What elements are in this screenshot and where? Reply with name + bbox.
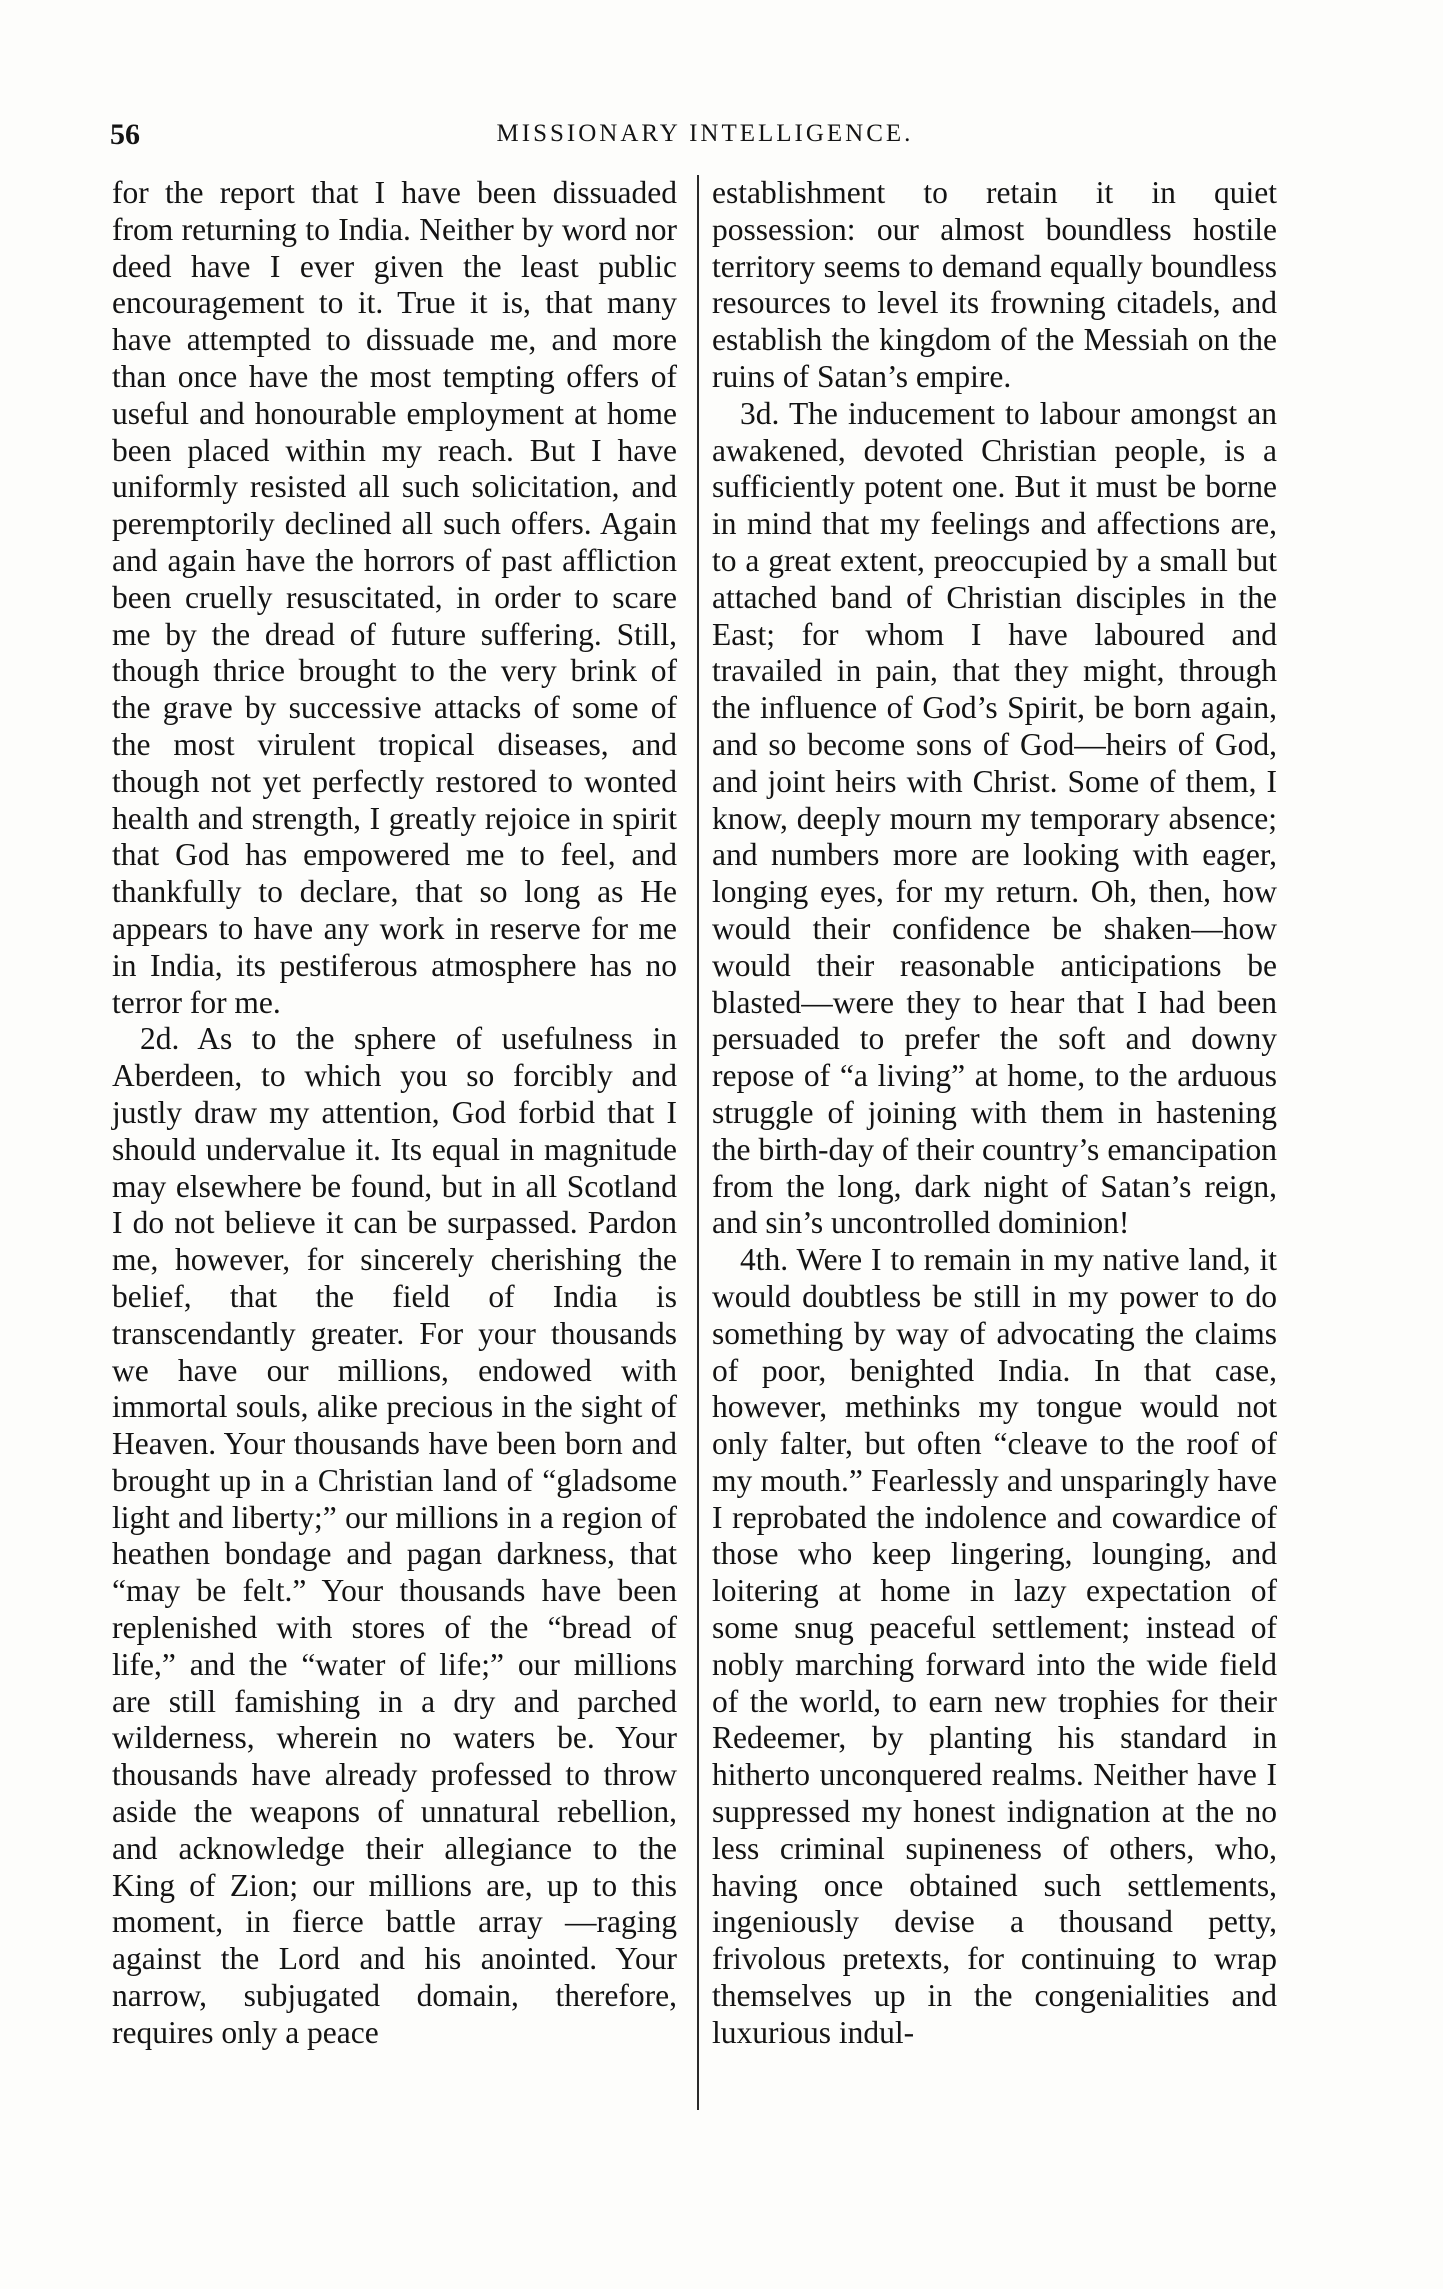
- right-column: [712, 175, 1277, 2052]
- paragraph-fourth-point: 4th. Were I to remain in my native land, it would doubtless be still in my power to do something by way of advocating the claims of poor, benighted India. In that case, however, methinks my tongue would not only falter, but often “cleave to the roof of my mouth.” Fearlessly and unsparingly have I reprobated the indolence and cowardice of those who keep lingering, lounging, and loitering at home in lazy expectation of some snug peaceful settlement; instead of nobly marching forward into the wide field of the world, to earn new trophies for their Redeemer, by planting his standard in hitherto unconquered realms. Neither have I suppressed my honest indignation at the no less criminal supineness of others, who, having once obtained such settlements, ingeniously devise a thousand petty, frivolous pretexts, for continuing to wrap themselves up in the congenialities and luxurious indul-: [712, 1242, 1277, 2050]
- paragraph-second-point: 2d. As to the sphere of usefulness in Aberdeen, to which you so forcibly and justly draw my attention, God forbid that I should undervalue it. Its equal in magnitude may elsewhere be found, but in all Scotland I do not believe it can be surpassed. Pardon me, however, for sincerely cherishing the belief, that the field of India is transcendantly greater. For your thousands we have our millions, endowed with immortal souls, alike precious in the sight of Heaven. Your thousands have been born and brought up in a Christian land of “gladsome light and liberty;” our millions in a region of heathen bondage and pagan darkness, that “may be felt.” Your thousands have been replenished with stores of the “bread of life,” and the “water of life;” our millions are still famishing in a dry and parched wilderness, wherein no waters be. Your thousands have already professed to throw aside the weapons of unnatural rebellion, and acknowledge their allegiance to the King of Zion; our millions are, up to this moment, in fierce battle array —raging against the Lord and his anointed. Your narrow, subjugated domain, therefore, requires only a peace: [112, 1021, 677, 2050]
- column-divider: [697, 175, 699, 2110]
- paragraph-continued: for the report that I have been dissuaded from returning to India. Neither by word nor deed have I ever given the least public encouragement to it. True it is, that many have attempted to dissuade me, and more than once have the most tempting offers of useful and honourable employment at home been placed within my reach. But I have uniformly resisted all such solicitation, and peremptorily declined all such offers. Again and again have the horrors of past affliction been cruelly resuscitated, in order to scare me by the dread of future suffering. Still, though thrice brought to the very brink of the grave by successive attacks of some of the most virulent tropical diseases, and though not yet perfectly restored to wonted health and strength, I greatly rejoice in spirit that God has empowered me to feel, and thankfully to declare, that so long as He appears to have any work in reserve for me in India, its pestiferous atmosphere has no terror for me.: [112, 175, 677, 1020]
- page-number: 56: [110, 118, 140, 151]
- paragraph-continued-right: establishment to retain it in quiet possession: our almost boundless hostile territory seems to demand equally boundless resources to level its frowning citadels, and establish the kingdom of the Messiah on the ruins of Satan’s empire.: [712, 175, 1277, 394]
- running-title: MISSIONARY INTELLIGENCE.: [496, 120, 914, 147]
- paragraph-third-point: 3d. The inducement to labour amongst an awakened, devoted Christian people, is a sufficiently potent one. But it must be borne in mind that my feelings and affections are, to a great extent, preoccupied by a small but attached band of Christian disciples in the East; for whom I have laboured and travailed in pain, that they might, through the influence of God’s Spirit, be born again, and so become sons of God—heirs of God, and joint heirs with Christ. Some of them, I know, deeply mourn my temporary absence; and numbers more are looking with eager, longing eyes, for my return. Oh, then, how would their confidence be shaken—how would their reasonable anticipations be blasted—were they to hear that I had been persuaded to prefer the soft and downy repose of “a living” at home, to the arduous struggle of joining with them in hastening the birth-day of their country’s emancipation from the long, dark night of Satan’s reign, and sin’s uncontrolled dominion!: [712, 395, 1277, 1241]
- running-head: [110, 118, 1300, 158]
- left-column: [112, 175, 677, 2052]
